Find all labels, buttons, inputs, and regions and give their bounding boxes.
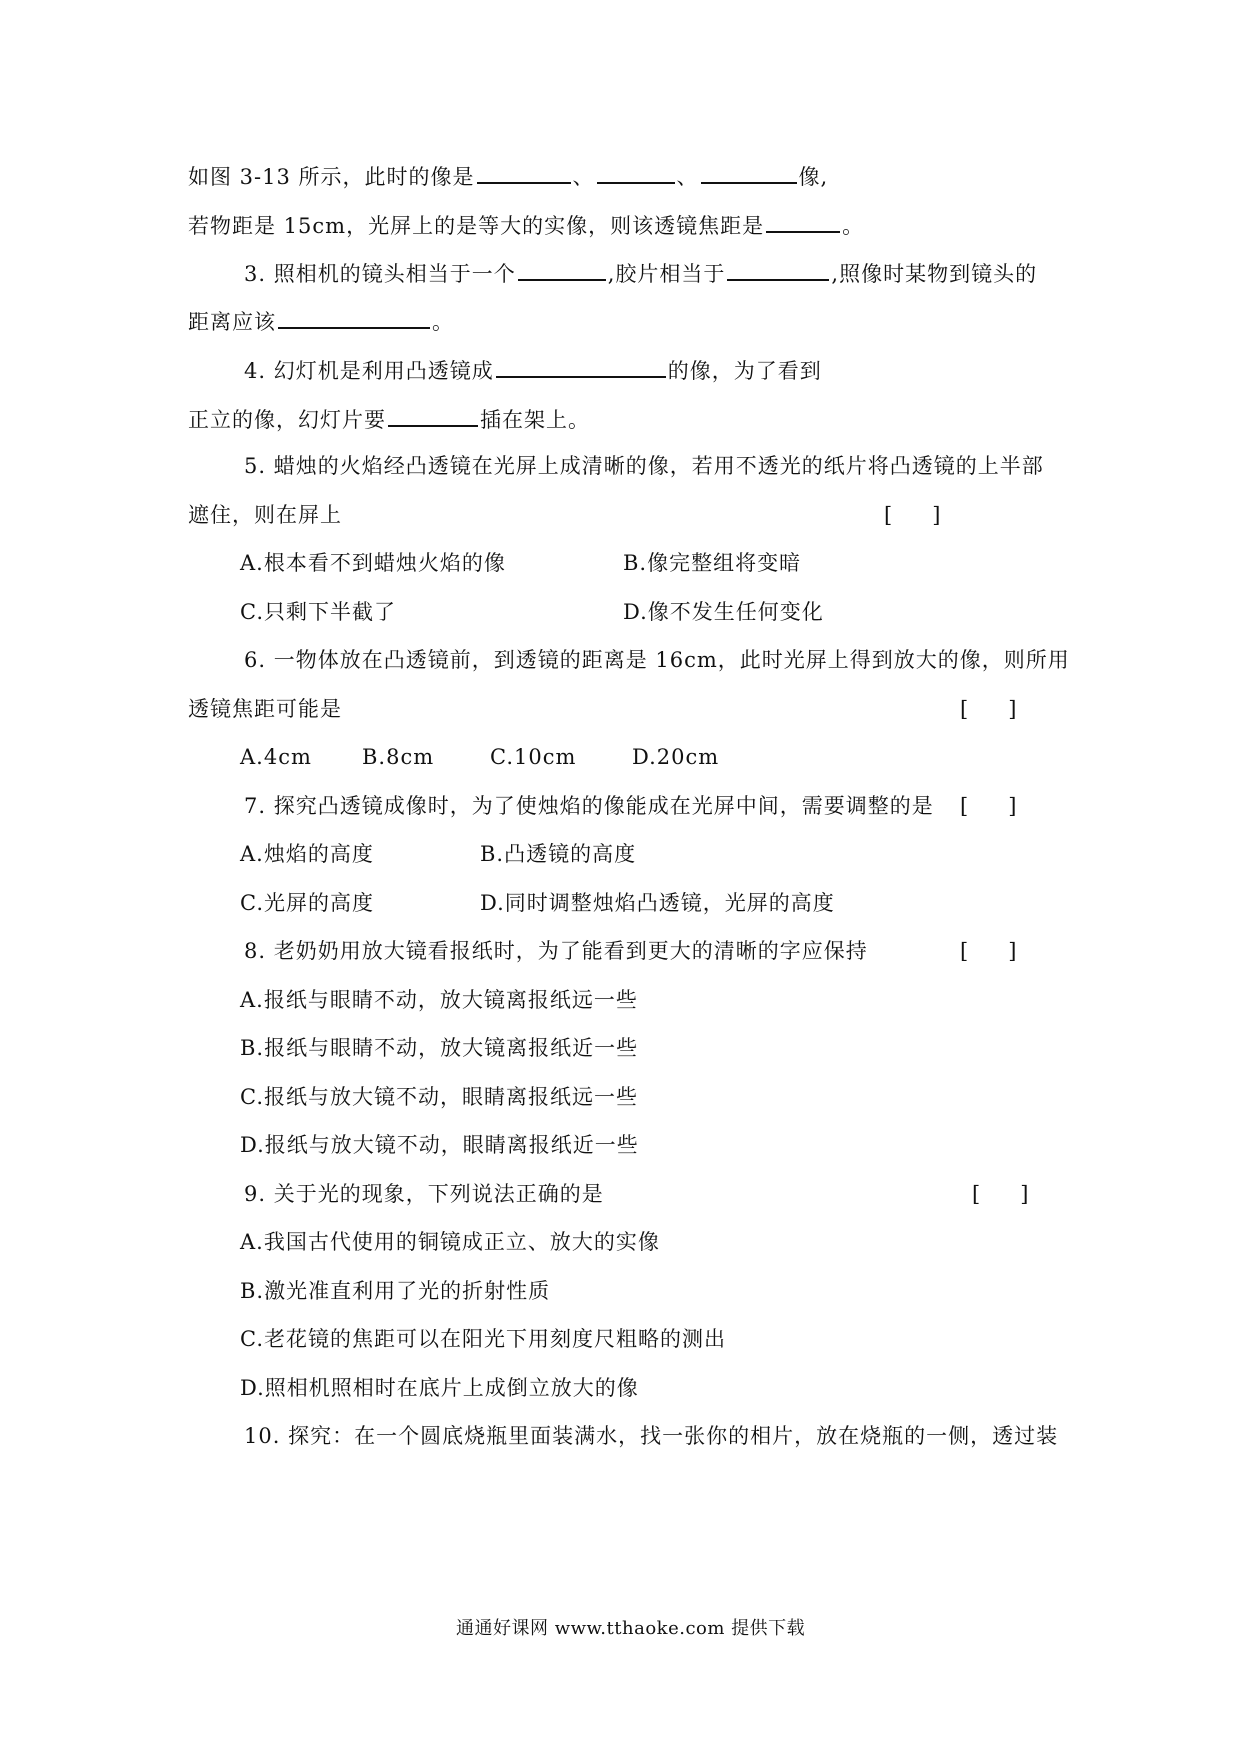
q8-option-b[interactable]: B.报纸与眼睛不动，放大镜离报纸近一些 <box>240 1036 639 1060</box>
q8-option-c[interactable]: C.报纸与放大镜不动，眼睛离报纸远一些 <box>240 1085 638 1109</box>
q9-answer-bracket[interactable]: [ ] <box>972 1182 1029 1206</box>
q6-option-c[interactable]: C.10cm <box>490 745 577 769</box>
q8-stem: 8. 老奶奶用放大镜看报纸时，为了能看到更大的清晰的字应保持 <box>244 939 868 963</box>
q9-option-d[interactable]: D.照相机照相时在底片上成倒立放大的像 <box>240 1376 639 1400</box>
q7-answer-bracket[interactable]: [ ] <box>960 794 1017 818</box>
q4-text-a: 4. 幻灯机是利用凸透镜成 <box>244 359 494 383</box>
q3-line-2 <box>188 305 454 337</box>
q2-text-b: 若物距是 15cm，光屏上的是等大的实像，则该透镜焦距是 <box>188 214 765 238</box>
q4-line-1 <box>244 354 822 386</box>
q4-text-b: 的像，为了看到 <box>667 359 822 383</box>
q6-stem-line-1: 6. 一物体放在凸透镜前，到透镜的距离是 16cm，此时光屏上得到放大的像，则所用 <box>244 648 1070 672</box>
q8-option-d[interactable]: D.报纸与放大镜不动，眼睛离报纸近一些 <box>240 1133 639 1157</box>
q2-sep-2: 、 <box>676 165 699 189</box>
q10-stem: 10. 探究：在一个圆底烧瓶里面装满水，找一张你的相片，放在烧瓶的一侧，透过装 <box>244 1424 1059 1448</box>
q7-option-d[interactable]: D.同时调整烛焰凸透镜，光屏的高度 <box>480 891 835 915</box>
answer-blank[interactable] <box>518 257 606 281</box>
answer-blank[interactable] <box>766 209 840 233</box>
answer-blank[interactable] <box>496 354 666 378</box>
q3-text-d: 距离应该 <box>188 310 276 334</box>
q3-text-b: ,胶片相当于 <box>607 262 726 286</box>
q5-option-c[interactable]: C.只剩下半截了 <box>240 600 396 624</box>
q3-line-1 <box>244 257 1037 289</box>
q6-option-b[interactable]: B.8cm <box>362 745 435 769</box>
q8-answer-bracket[interactable]: [ ] <box>960 939 1017 963</box>
q5-stem-line-1: 5. 蜡烛的火焰经凸透镜在光屏上成清晰的像，若用不透光的纸片将凸透镜的上半部 <box>244 454 1044 478</box>
q8-option-a[interactable]: A.报纸与眼睛不动，放大镜离报纸远一些 <box>240 988 638 1012</box>
q2-text-b-end: 。 <box>842 214 865 238</box>
q2-text-end: 像, <box>798 165 829 189</box>
page-footer: 通通好课网 www.tthaoke.com 提供下载 <box>456 1618 806 1639</box>
q2-line-2 <box>188 209 864 241</box>
answer-blank[interactable] <box>701 160 797 184</box>
q4-text-d: 插在架上。 <box>480 408 590 432</box>
answer-blank[interactable] <box>278 305 430 329</box>
q9-option-c[interactable]: C.老花镜的焦距可以在阳光下用刻度尺粗略的测出 <box>240 1327 726 1351</box>
q2-line-1 <box>188 160 828 192</box>
q2-text-a: 如图 3-13 所示，此时的像是 <box>188 165 475 189</box>
q6-answer-bracket[interactable]: [ ] <box>960 697 1017 721</box>
q4-line-2 <box>188 403 590 435</box>
q3-text-c: ,照像时某物到镜头的 <box>831 262 1038 286</box>
q5-answer-bracket[interactable]: [ ] <box>884 503 941 527</box>
q4-text-c: 正立的像，幻灯片要 <box>188 408 386 432</box>
q7-option-c[interactable]: C.光屏的高度 <box>240 891 374 915</box>
q6-option-a[interactable]: A.4cm <box>240 745 312 769</box>
answer-blank[interactable] <box>477 160 571 184</box>
q2-sep-1: 、 <box>572 165 595 189</box>
q9-option-b[interactable]: B.激光准直利用了光的折射性质 <box>240 1279 551 1303</box>
q7-option-a[interactable]: A.烛焰的高度 <box>240 842 374 866</box>
q7-stem: 7. 探究凸透镜成像时，为了使烛焰的像能成在光屏中间，需要调整的是 <box>244 794 934 818</box>
q6-stem-line-2: 透镜焦距可能是 <box>188 697 342 721</box>
q5-stem-line-2: 遮住，则在屏上 <box>188 503 342 527</box>
q6-option-d[interactable]: D.20cm <box>632 745 720 769</box>
q3-text-a: 3. 照相机的镜头相当于一个 <box>244 262 516 286</box>
q3-text-end: 。 <box>432 310 454 334</box>
q7-option-b[interactable]: B.凸透镜的高度 <box>480 842 637 866</box>
q5-option-a[interactable]: A.根本看不到蜡烛火焰的像 <box>240 551 506 575</box>
answer-blank[interactable] <box>597 160 675 184</box>
q5-option-b[interactable]: B.像完整组将变暗 <box>623 551 802 575</box>
answer-blank[interactable] <box>727 257 829 281</box>
q9-stem: 9. 关于光的现象，下列说法正确的是 <box>244 1182 604 1206</box>
q5-option-d[interactable]: D.像不发生任何变化 <box>623 600 824 624</box>
q9-option-a[interactable]: A.我国古代使用的铜镜成正立、放大的实像 <box>240 1230 660 1254</box>
answer-blank[interactable] <box>388 403 478 427</box>
